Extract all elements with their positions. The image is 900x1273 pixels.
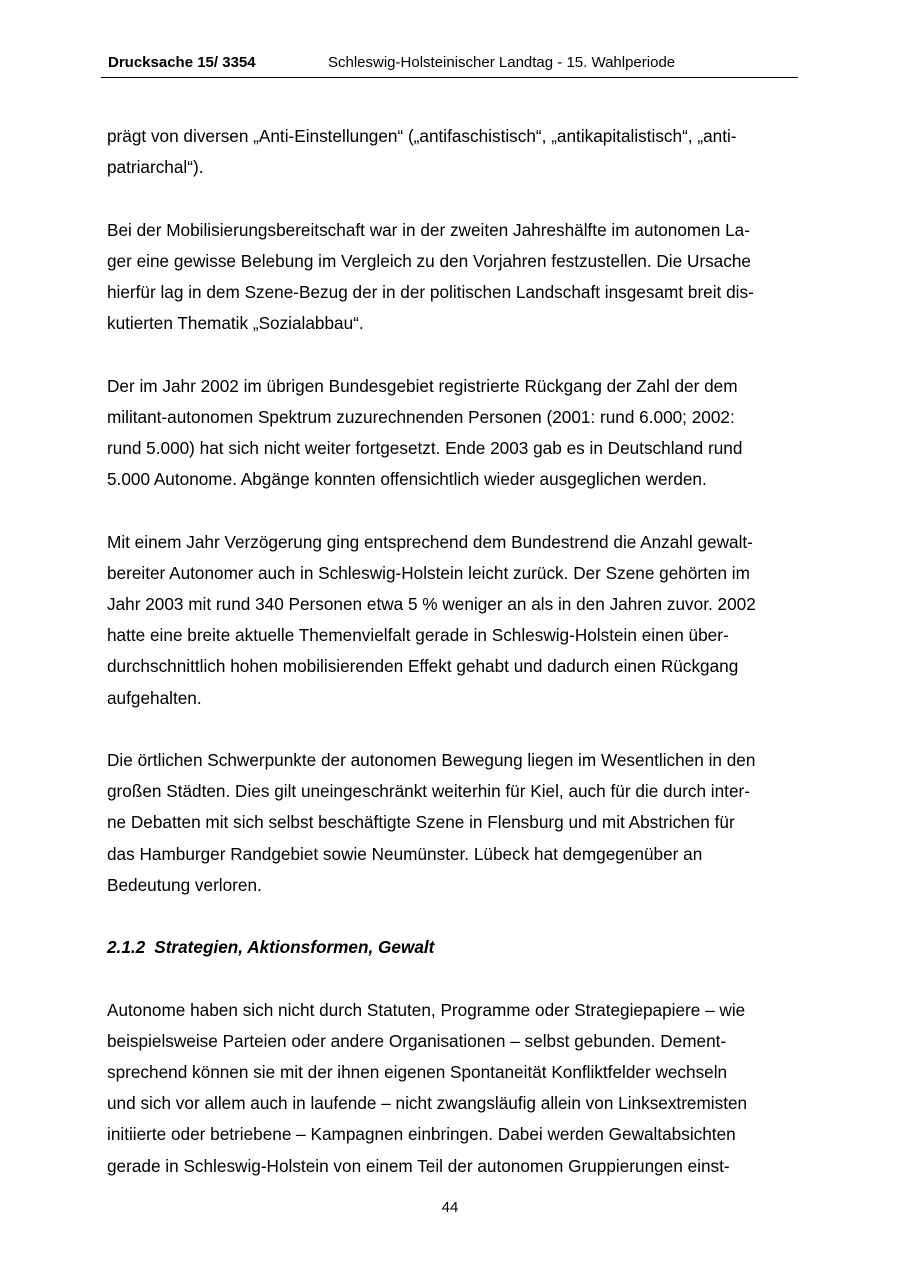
paragraph: [107, 215, 799, 340]
section-heading: [107, 932, 799, 963]
text-line: aufgehalten.: [107, 687, 202, 708]
section-number: 2.1.2: [107, 937, 146, 958]
text-line: hatte eine breite aktuelle Themenvielfalt gerade in Schleswig-Holstein einen über-: [107, 625, 729, 646]
paragraph: [107, 121, 799, 183]
text-line: 5.000 Autonome. Abgänge konnten offensichtlich wieder ausgeglichen werden.: [107, 469, 707, 490]
text-line: Bei der Mobilisierungsbereitschaft war in der zweiten Jahreshälfte im autonomen La-: [107, 219, 750, 240]
text-line: sprechend können sie mit der ihnen eigenen Spontaneität Konfliktfelder wechseln: [107, 1062, 728, 1082]
text-line: gerade in Schleswig-Holstein von einem Teil der autonomen Gruppierungen einst-: [107, 1155, 730, 1176]
paragraph: [107, 995, 799, 1182]
text-line: ger eine gewisse Belebung im Vergleich zu den Vorjahren festzustellen. Die Ursache: [107, 250, 751, 271]
text-line: hierfür lag in dem Szene-Bezug der in der politischen Landschaft insgesamt breit dis-: [107, 282, 754, 302]
document-body: [107, 121, 799, 1213]
text-line: Mit einem Jahr Verzögerung ging entsprechend dem Bundestrend die Anzahl gewalt-: [107, 531, 753, 552]
text-line: patriarchal“).: [107, 157, 204, 178]
text-line: Autonome haben sich nicht durch Statuten, Programme oder Strategiepapiere – wie: [107, 999, 746, 1020]
text-line: kutierten Thematik „Sozialabbau“.: [107, 313, 364, 334]
paragraph: [107, 371, 799, 496]
text-line: ne Debatten mit sich selbst beschäftigte Szene in Flensburg und mit Abstrichen für: [107, 812, 735, 833]
text-line: bereiter Autonomer auch in Schleswig-Holstein leicht zurück. Der Szene gehörten im: [107, 562, 750, 583]
text-line: Bedeutung verloren.: [107, 874, 262, 895]
text-line: rund 5.000) hat sich nicht weiter fortgesetzt. Ende 2003 gab es in Deutschland rund: [107, 438, 743, 458]
text-line: Jahr 2003 mit rund 340 Personen etwa 5 % weniger an als in den Jahren zuvor. 2002: [107, 594, 756, 614]
text-line: und sich vor allem auch in laufende – nicht zwangsläufig allein von Linksextremisten: [107, 1093, 748, 1114]
text-line: beispielsweise Parteien oder andere Organisationen – selbst gebunden. Dement-: [107, 1030, 727, 1051]
text-line: großen Städten. Dies gilt uneingeschränkt weiterhin für Kiel, auch für die durch inter-: [107, 781, 750, 802]
text-line: Die örtlichen Schwerpunkte der autonomen Bewegung liegen im Wesentlichen in den: [107, 750, 756, 770]
page-number: 44: [441, 1199, 459, 1216]
text-line: das Hamburger Randgebiet sowie Neumünster. Lübeck hat demgegenüber an: [107, 843, 703, 864]
text-line: militant-autonomen Spektrum zuzurechnenden Personen (2001: rund 6.000; 2002:: [107, 406, 735, 427]
document-number: Drucksache 15/ 3354: [108, 54, 256, 71]
text-line: initiierte oder betriebene – Kampagnen einbringen. Dabei werden Gewaltabsichten: [107, 1124, 736, 1145]
text-line: durchschnittlich hohen mobilisierenden Effekt gehabt und dadurch einen Rückgang: [107, 656, 739, 677]
text-line: Der im Jahr 2002 im übrigen Bundesgebiet registrierte Rückgang der Zahl der dem: [107, 375, 738, 396]
paragraph: [107, 527, 799, 714]
page-header: [101, 52, 798, 78]
section-title: Strategien, Aktionsformen, Gewalt: [154, 937, 435, 958]
text-line: prägt von diversen „Anti-Einstellungen“ („antifaschistisch“, „antikapitalistisch“, „anti-: [107, 126, 737, 146]
document-source: Schleswig-Holsteinischer Landtag - 15. Wahlperiode: [328, 54, 676, 71]
paragraph: [107, 745, 799, 901]
